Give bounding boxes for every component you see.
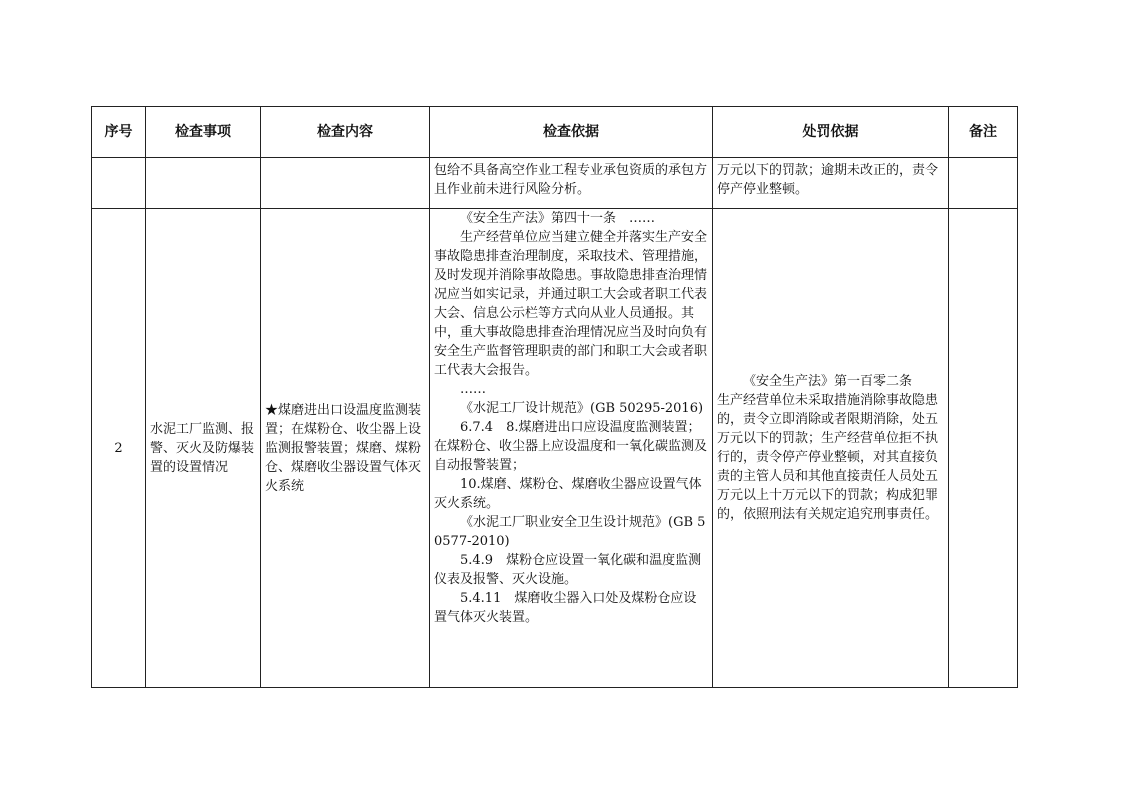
inspection-table xyxy=(91,106,1018,688)
basis-line: 《安全生产法》第四十一条 …… xyxy=(460,211,656,226)
basis-text: 包给不具备高空作业工程专业承包资质的承包方且作业前未进行风险分析。 xyxy=(434,163,708,197)
basis-line: 5.4.11 煤磨收尘器入口处及煤粉仓应设置气体灭火装置。 xyxy=(434,591,697,625)
basis-line: …… xyxy=(460,382,486,397)
cell-content xyxy=(261,158,430,209)
penalty-line: 生产经营单位未采取措施消除事故隐患的，责令立即消除或者限期消除，处五万元以下的罚款；生产经营单位拒不执行的，责令停产停业整顿，对其直接负责的主管人员和其他直接责任人员处五万元以上十万元以下的罚款；构成犯罪的，依照刑法有关规定追究刑事责任。 xyxy=(717,393,939,522)
penalty-text: 万元以下的罚款；逾期未改正的，责令停产停业整顿。 xyxy=(717,163,939,197)
cell-penalty xyxy=(713,158,949,209)
cell-remark xyxy=(949,209,1018,688)
basis-line: 10.煤磨、煤粉仓、煤磨收尘器应设置气体灭火系统。 xyxy=(434,477,702,511)
basis-line: 生产经营单位应当建立健全并落实生产安全事故隐患排查治理制度，采取技术、管理措施，及时发现并消除事故隐患。事故隐患排查治理情况应当如实记录，并通过职工大会或者职工代表大会、信息公示栏等方式向从业人员通报。其中，重大事故隐患排查治理情况应当及时向负有安全生产监督管理职责的部门和职工大会或者职工代表大会报告。 xyxy=(434,230,708,378)
header-content: 检查内容 xyxy=(261,107,430,158)
cell-number xyxy=(92,158,146,209)
basis-line: 《水泥工厂设计规范》(GB 50295-2016) xyxy=(460,401,704,416)
header-remark: 备注 xyxy=(949,107,1018,158)
cell-basis xyxy=(430,209,713,688)
basis-line: 《水泥工厂职业安全卫生设计规范》(GB 50577-2010) xyxy=(434,515,706,549)
header-item: 检查事项 xyxy=(146,107,261,158)
cell-item xyxy=(146,158,261,209)
table-row xyxy=(92,158,1018,209)
cell-penalty xyxy=(713,209,949,688)
header-penalty: 处罚依据 xyxy=(713,107,949,158)
cell-number: 2 xyxy=(92,209,146,688)
basis-line: 5.4.9 煤粉仓应设置一氧化碳和温度监测仪表及报警、灭火设施。 xyxy=(434,553,702,587)
table-row xyxy=(92,209,1018,688)
header-basis: 检查依据 xyxy=(430,107,713,158)
cell-content: ★煤磨进出口设温度监测装置；在煤粉仓、收尘器上设监测报警装置；煤磨、煤粉仓、煤磨收尘器设置气体灭火系统 xyxy=(261,209,430,688)
cell-item: 水泥工厂监测、报警、灭火及防爆装置的设置情况 xyxy=(146,209,261,688)
cell-remark xyxy=(949,158,1018,209)
header-number: 序号 xyxy=(92,107,146,158)
penalty-line: 《安全生产法》第一百零二条 xyxy=(743,374,913,389)
cell-basis xyxy=(430,158,713,209)
basis-line: 6.7.4 8.煤磨进出口应设温度监测装置；在煤粉仓、收尘器上应设温度和一氧化碳监测及自动报警装置； xyxy=(434,420,708,473)
header-row xyxy=(92,107,1018,158)
